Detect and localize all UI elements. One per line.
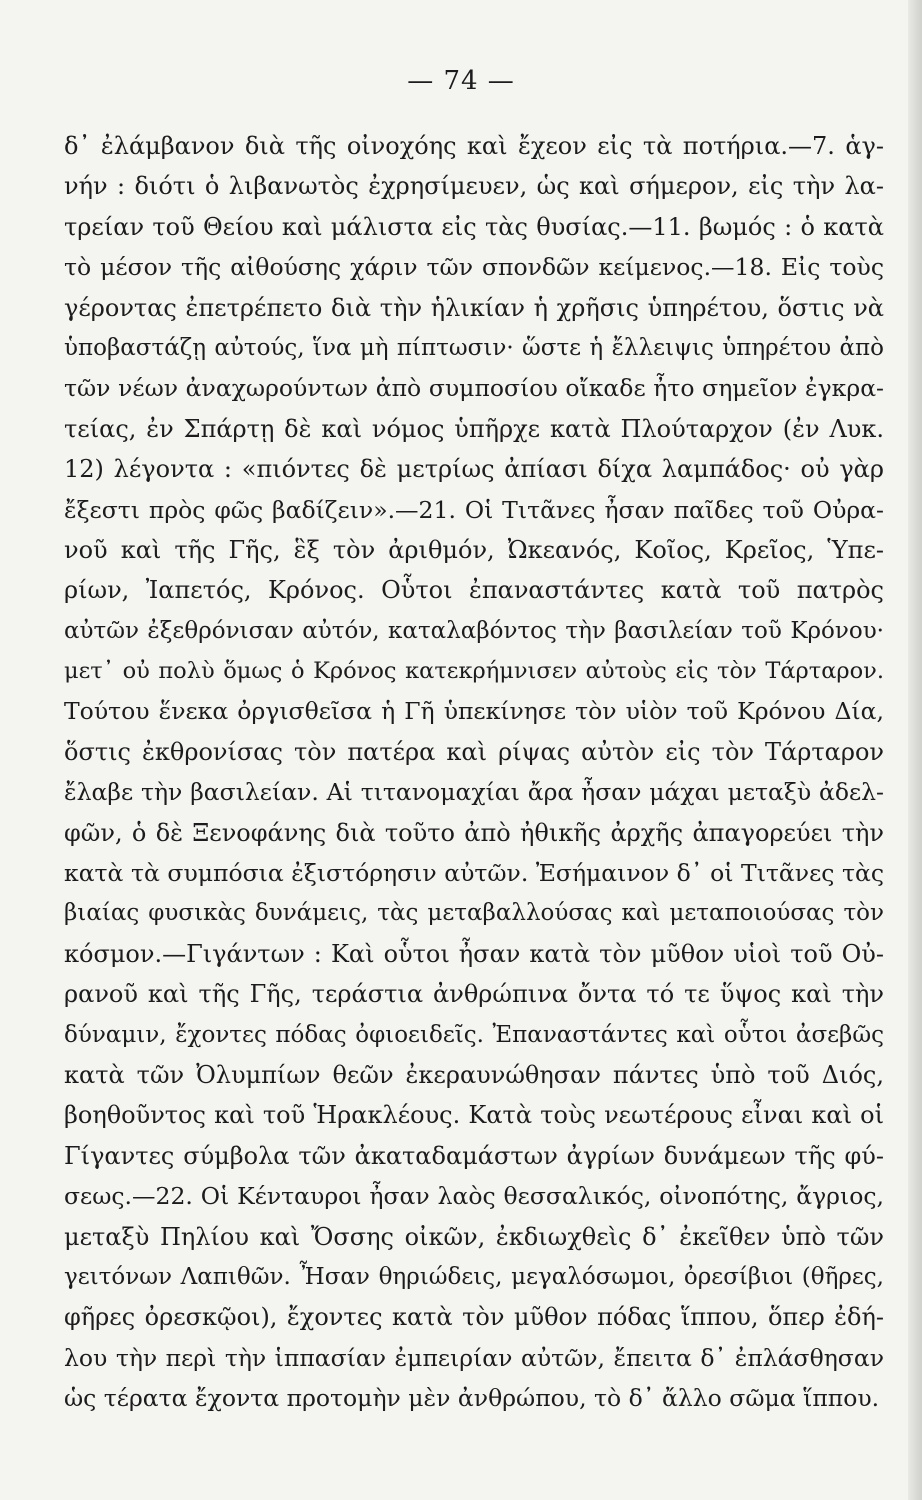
page-number: — 74 —	[407, 66, 515, 96]
text-line: νήν : διότι ὁ λιβανωτὸς ἐχρησίμευεν, ὡς καὶ σήμερον, εἰς τὴν λα-	[64, 172, 884, 201]
text-line: δ᾿ ἐλάμβανον διὰ τῆς οἰνοχόης καὶ ἔχεον εἰς τὰ ποτήρια.—7. ἁγ-	[64, 132, 884, 160]
text-line: τείας, ἐν Σπάρτῃ δὲ καὶ νόμος ὑπῆρχε κατὰ Πλούταρχον (ἐν Λυκ.	[64, 414, 884, 443]
commentary-text	[64, 126, 884, 1419]
text-line: κόσμον.—Γιγάντων : Καὶ οὗτοι ἦσαν κατὰ τὸν μῦθον υἱοὶ τοῦ Οὐ-	[64, 939, 884, 968]
text-line: βιαίας φυσικὰς δυνάμεις, τὰς μεταβαλλούσας καὶ μεταποιούσας τὸν	[64, 900, 884, 927]
text-line: τὸ μέσον τῆς αἰθούσης χάριν τῶν σπονδῶν κείμενος.—18. Εἰς τοὺς	[64, 253, 884, 282]
text-line: νοῦ καὶ τῆς Γῆς, ἓξ τὸν ἀριθμόν, Ὠκεανός, Κοῖος, Κρεῖος, Ὑπε-	[64, 535, 884, 564]
text-line: μετ᾿ οὐ πολὺ ὅμως ὁ Κρόνος κατεκρήμνισεν αὐτοὺς εἰς τὸν Τάρταρον.	[64, 658, 884, 685]
text-line: φῶν, ὁ δὲ Ξενοφάνης διὰ τοῦτο ἀπὸ ἠθικῆς ἀρχῆς ἀπαγορεύει τὴν	[64, 818, 884, 847]
text-line: ὑποβαστάζῃ αὐτούς, ἵνα μὴ πίπτωσιν· ὥστε ἡ ἔλλειψις ὑπηρέτου ἀπὸ	[64, 334, 884, 361]
text-line: Τούτου ἕνεκα ὀργισθεῖσα ἡ Γῆ ὑπεκίνησε τὸν υἱὸν τοῦ Κρόνου Δία,	[64, 697, 884, 726]
text-line: κατὰ τὰ συμπόσια ἐξιστόρησιν αὐτῶν. Ἐσήμαινον δ᾿ οἱ Τιτᾶνες τὰς	[64, 859, 884, 888]
text-line: λου τὴν περὶ τὴν ἱππασίαν ἐμπειρίαν αὐτῶν, ἔπειτα δ᾿ ἐπλάσθησαν	[64, 1343, 884, 1372]
text-line: τῶν νέων ἀναχωρούντων ἀπὸ συμποσίου οἴκαδε ἦτο σημεῖον ἐγκρα-	[64, 374, 884, 403]
text-line: ἔξεστι πρὸς φῶς βαδίζειν».—21. Οἱ Τιτᾶνες ἦσαν παῖδες τοῦ Οὐρα-	[64, 495, 884, 524]
text-line: βοηθοῦντος καὶ τοῦ Ἡρακλέους. Κατὰ τοὺς νεωτέρους εἶναι καὶ οἱ	[64, 1101, 884, 1130]
text-line: ἔλαβε τὴν βασιλείαν. Αἱ τιτανομαχίαι ἄρα ἦσαν μάχαι μεταξὺ ἀδελ-	[64, 778, 884, 807]
text-line: 12) λέγοντα : «πιόντες δὲ μετρίως ἀπίασι δίχα λαμπάδος· οὐ γὰρ	[64, 455, 884, 484]
text-line: ὅστις ἐκθρονίσας τὸν πατέρα καὶ ρίψας αὐτὸν εἰς τὸν Τάρταρον	[64, 737, 884, 766]
text-line: τρείαν τοῦ Θείου καὶ μάλιστα εἰς τὰς θυσίας.—11. βωμός : ὁ κατὰ	[64, 212, 884, 241]
text-line: γειτόνων Λαπιθῶν. Ἦσαν θηριώδεις, μεγαλόσωμοι, ὀρεσίβιοι (θῆρες,	[64, 1263, 884, 1290]
text-line: δύναμιν, ἔχοντες πόδας ὀφιοειδεῖς. Ἐπαναστάντες καὶ οὗτοι ἀσεβῶς	[64, 1021, 884, 1048]
text-line: σεως.—22. Οἱ Κένταυροι ἦσαν λαὸς θεσσαλικός, οἰνοπότης, ἄγριος,	[64, 1182, 884, 1211]
text-line: φῆρες ὀρεσκῷοι), ἔχοντες κατὰ τὸν μῦθον πόδας ἵππου, ὅπερ ἐδή-	[64, 1303, 884, 1332]
text-line: ὡς τέρατα ἔχοντα προτομὴν μὲν ἀνθρώπου, τὸ δ᾿ ἄλλο σῶμα ἵππου.	[64, 1384, 880, 1413]
text-line: ρίων, Ἰαπετός, Κρόνος. Οὗτοι ἐπαναστάντες κατὰ τοῦ πατρὸς	[64, 576, 884, 605]
text-line: αὐτῶν ἐξεθρόνισαν αὐτόν, καταλαβόντος τὴν βασιλείαν τοῦ Κρόνου·	[64, 617, 884, 644]
text-line: κατὰ τῶν Ὀλυμπίων θεῶν ἐκεραυνώθησαν πάντες ὑπὸ τοῦ Διός,	[64, 1060, 884, 1089]
page-edge	[908, 0, 922, 1500]
text-line: ρανοῦ καὶ τῆς Γῆς, τεράστια ἀνθρώπινα ὄντα τό τε ὕψος καὶ τὴν	[64, 980, 884, 1009]
text-line: μεταξὺ Πηλίου καὶ Ὄσσης οἰκῶν, ἐκδιωχθεὶς δ᾿ ἐκεῖθεν ὑπὸ τῶν	[64, 1222, 884, 1251]
text-line: Γίγαντες σύμβολα τῶν ἀκαταδαμάστων ἀγρίων δυνάμεων τῆς φύ-	[64, 1141, 884, 1170]
text-line: γέροντας ἐπετρέπετο διὰ τὴν ἡλικίαν ἡ χρῆσις ὑπηρέτου, ὅστις νὰ	[64, 293, 884, 322]
